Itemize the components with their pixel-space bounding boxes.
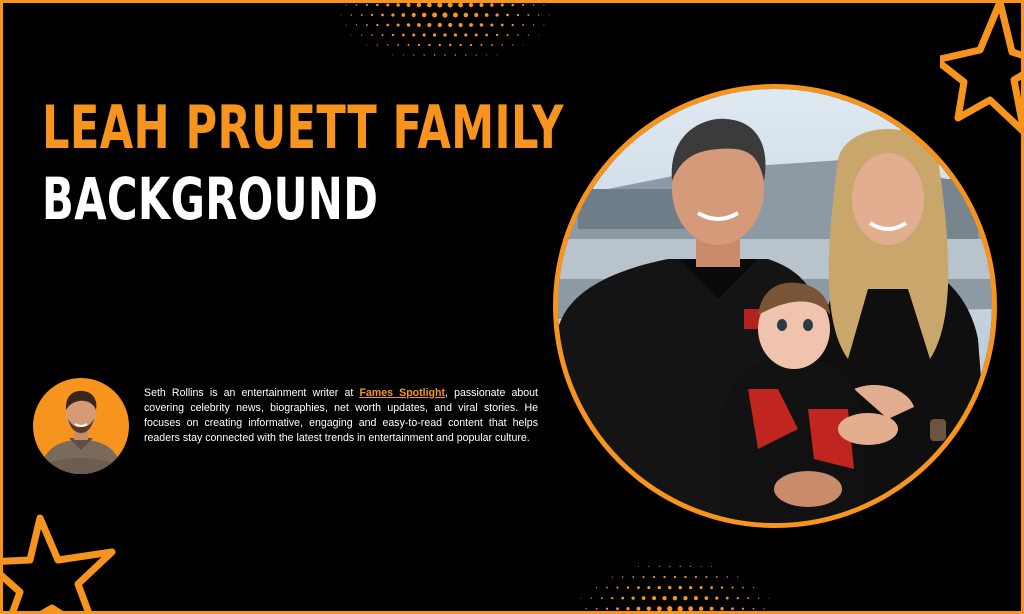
author-bio [144,386,538,446]
author-bio-rest: , passionate about covering celebrity news, biographies, net worth updates, and viral stories. He focuses on creating informative, engaging and easy-to-read content that helps readers stay connected with the latest trends in entertainment and popular culture. [144,387,538,444]
star-icon [0,508,130,614]
title-line-2: BACKGROUND [42,165,379,233]
family-photo [553,84,997,528]
page-title [42,93,564,233]
author-avatar [33,378,129,474]
halftone-dots-top [320,0,570,80]
author-bio-intro: Seth Rollins is an entertainment writer at [144,387,360,399]
title-line-1: LEAH PRUETT FAMILY [42,93,564,163]
halftone-dots-bottom [560,540,790,614]
fames-spotlight-link[interactable]: Fames Spotlight [359,387,446,399]
star-icon [940,0,1024,150]
